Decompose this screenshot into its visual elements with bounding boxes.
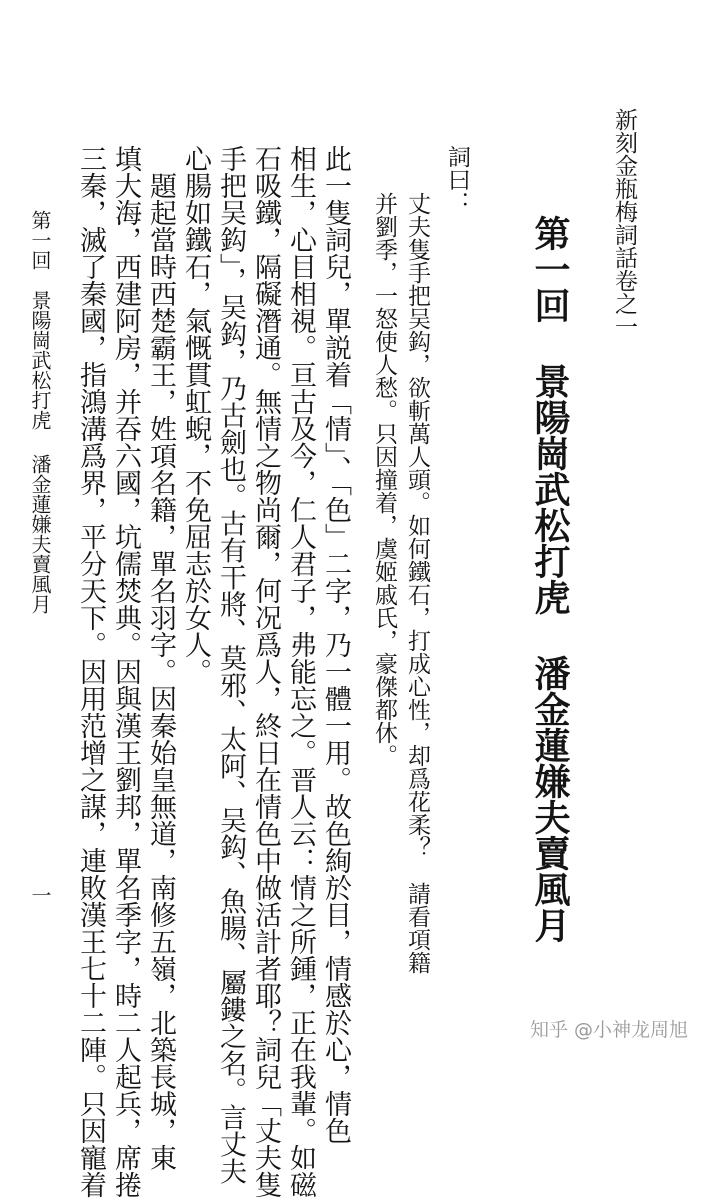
body-line: 題起當時西楚霸王，姓項名籍，單名羽字。因秦始皇無道，南修五嶺，北築長城，東 (145, 145, 176, 1171)
running-title-part2: 潘金蓮嫌夫賣風月 (28, 454, 52, 614)
chapter-title-part2: 潘金蓮嫌夫賣風月 (529, 655, 571, 943)
body-line: 三秦，滅了秦國，指鴻溝爲界，平分天下。因用范增之謀，連敗漢王七十二陣。只因寵着 (75, 145, 106, 1198)
page-number: 一 (28, 885, 52, 905)
poem-line: 并劉季，一怒使人愁。只因撞着，虞姬戚氏，豪傑都休。 (371, 192, 397, 767)
running-title-part1: 第一回 景陽崗武松打虎 (28, 210, 52, 430)
body-line: 填大海，西建阿房，并吞六國，坑儒焚典。因與漢王劉邦，單名季字，時二人起兵，席捲 (110, 145, 141, 1198)
body-line: 手把吴鈎」，吴鈎，乃古劍也。古有干將、莫邪、太阿、吴鈎、魚腸、屬鏤之名。言丈夫 (215, 145, 246, 1185)
running-title (30, 210, 50, 614)
book-title: 新刻金瓶梅詞話卷之一 (611, 108, 637, 338)
chapter-title (529, 215, 571, 943)
poem-intro: 詞曰： (444, 145, 470, 214)
body-line: 心腸如鐵石，氣慨貫虹蜺，不免屈志於女人。 (180, 145, 211, 685)
watermark: 知乎 @小神龙周旭 (529, 1019, 688, 1041)
body-line: 石吸鐵，隔礙潛通。無情之物尚爾，何况爲人，終日在情色中做活計者耶？詞兒「丈夫隻 (250, 145, 281, 1198)
body-line: 此一隻詞兒，單説着「情」、「色」二字，乃一體一用。故色絢於目，情感於心，情色 (320, 145, 351, 1144)
chapter-title-part1: 景陽崗武松打虎 (529, 363, 571, 615)
chapter-number: 第一回 (529, 215, 571, 323)
poem-line: 丈夫隻手把吴鈎，欲斬萬人頭。如何鐵石，打成心性，却爲花柔？ 請看項籍 (404, 192, 430, 974)
body-line: 相生，心目相視。亘古及今，仁人君子，弗能忘之。晋人云：情之所鍾，正在我輩。如磁 (285, 145, 316, 1198)
